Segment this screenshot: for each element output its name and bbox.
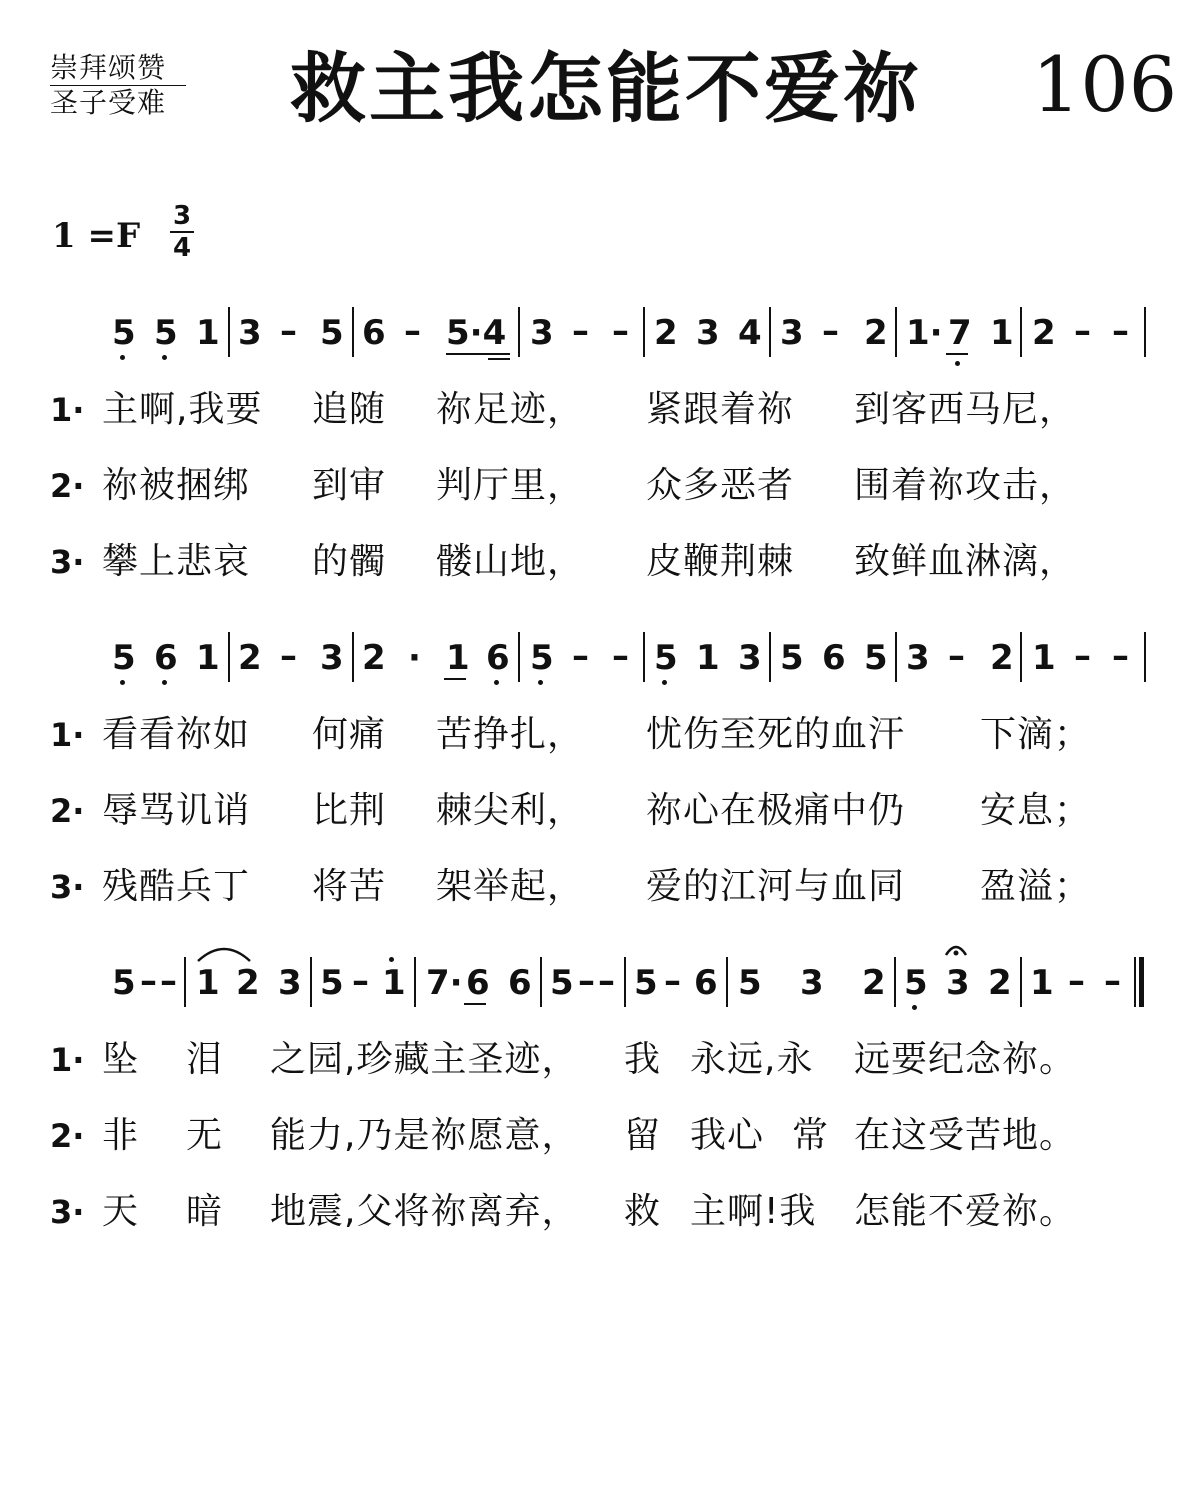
lyric: 众多恶者 (646, 465, 795, 506)
barline (540, 957, 542, 1007)
note: 2 (990, 638, 1014, 678)
lyric: 常 (792, 1115, 830, 1156)
time-signature (170, 202, 194, 262)
note: 3 (738, 638, 762, 678)
lyric: 棘尖利， (436, 790, 585, 831)
note: 5 (112, 313, 136, 353)
note: 5 (864, 638, 888, 678)
notation-line-1 (0, 305, 1200, 375)
note: 2 (864, 313, 888, 353)
barline (643, 632, 645, 682)
note: 1 (196, 638, 220, 678)
note: 3 (906, 638, 930, 678)
dash: – (664, 961, 681, 1001)
note: 5 (550, 963, 574, 1003)
dash: – (160, 961, 177, 1001)
note: 6 (822, 638, 846, 678)
barline (624, 957, 626, 1007)
barline (518, 632, 520, 682)
lyric: 皮鞭荆棘 (646, 541, 795, 582)
barline (1020, 632, 1022, 682)
final-double-barline (1134, 957, 1144, 1007)
note: 3 (780, 313, 804, 353)
lyric: 泪 (186, 1039, 224, 1080)
verse-1-line-3 (50, 1038, 1150, 1082)
lyric: 远要纪念祢。 (854, 1039, 1077, 1080)
note: 3 (320, 638, 344, 678)
lyric: 将苦 (312, 866, 387, 907)
lyric: 爱的江河与血同 (646, 866, 906, 907)
lyric: 看看祢如 (102, 714, 251, 755)
dash: – (140, 961, 157, 1001)
dash: – (404, 311, 421, 351)
lyric: 安息； (980, 790, 1092, 831)
barline (895, 632, 897, 682)
barline (895, 307, 897, 357)
lyric: 永远,永 (690, 1039, 814, 1080)
dash: – (598, 961, 615, 1001)
note: 3 (278, 963, 302, 1003)
dash: – (1074, 311, 1091, 351)
note: 5 (320, 313, 344, 353)
note: 1 (196, 963, 220, 1003)
dash: – (1112, 636, 1129, 676)
verse-number: 3 · (50, 1190, 84, 1234)
lyric: 地震,父将祢离弃， (270, 1191, 579, 1232)
lyric: 我 (624, 1039, 662, 1080)
lyric: 到审 (312, 465, 387, 506)
lyric: 比荆 (312, 790, 387, 831)
lyric: 下滴； (980, 714, 1092, 755)
barline (1020, 307, 1022, 357)
lyric: 辱骂讥诮 (102, 790, 251, 831)
lyric: 能力,乃是祢愿意， (270, 1115, 579, 1156)
dash: – (578, 961, 595, 1001)
lyric: 救 (624, 1191, 662, 1232)
lyric: 到客西马尼， (854, 389, 1077, 430)
dash: – (948, 636, 965, 676)
category-secondary: 圣子受难 (50, 86, 167, 119)
lyric: 髅山地， (436, 541, 585, 582)
barline (769, 632, 771, 682)
lyric: 我心 (690, 1115, 765, 1156)
low-octave-dot (662, 680, 667, 685)
note: 1 (1030, 963, 1054, 1003)
lyric: 何痛 (312, 714, 387, 755)
barline (726, 957, 728, 1007)
note: 4 (738, 313, 762, 353)
barline (769, 307, 771, 357)
high-octave-dot (389, 957, 394, 962)
underline-eighth (464, 1003, 486, 1005)
note: 2 (238, 638, 262, 678)
barline (1020, 957, 1022, 1007)
low-octave-dot (494, 680, 499, 685)
verse-2-line-1 (50, 464, 1150, 508)
low-octave-dot (955, 361, 960, 366)
dash: – (572, 311, 589, 351)
verse-number: 1 · (50, 388, 84, 432)
dash: – (1112, 311, 1129, 351)
note-dotted: 7· (426, 963, 463, 1003)
note: 2 (1032, 313, 1056, 353)
verse-number: 1 · (50, 1038, 84, 1082)
dash: – (572, 636, 589, 676)
note: 1 (382, 963, 406, 1003)
verse-number: 2 · (50, 1114, 84, 1158)
note: 1 (446, 638, 470, 678)
note-group: 5·4 (446, 313, 507, 353)
lyric: 主啊!我 (690, 1191, 817, 1232)
lyric: 苦挣扎， (436, 714, 585, 755)
verse-number: 2 · (50, 789, 84, 833)
note: 1 (696, 638, 720, 678)
note: 5 (904, 963, 928, 1003)
lyric: 坠 (102, 1039, 140, 1080)
barline (1144, 632, 1146, 682)
note: 5 (654, 638, 678, 678)
lyric: 围着祢攻击， (854, 465, 1077, 506)
lyric: 紧跟着祢 (646, 389, 795, 430)
low-octave-dot (162, 355, 167, 360)
note: 5 (530, 638, 554, 678)
note: 5 (154, 313, 178, 353)
lyric: 盈溢； (980, 866, 1092, 907)
lyric: 留 (624, 1115, 662, 1156)
hymn-title: 救主我怎能不爱祢 (290, 44, 922, 133)
verse-number: 1 · (50, 713, 84, 757)
verse-3-line-1 (50, 540, 1150, 584)
low-octave-dot (162, 680, 167, 685)
lyric: 之园,珍藏主圣迹， (270, 1039, 579, 1080)
lyric: 判厅里， (436, 465, 585, 506)
note: 3 (530, 313, 554, 353)
lyric: 攀上悲哀 (102, 541, 251, 582)
barline (228, 307, 230, 357)
note: 5 (320, 963, 344, 1003)
dash: – (822, 311, 839, 351)
lyric: 非 (102, 1115, 140, 1156)
note: 2 (362, 638, 386, 678)
verse-number: 3 · (50, 540, 84, 584)
hymn-number: 106 (1032, 40, 1178, 129)
notation-line-2 (0, 630, 1200, 700)
barline (310, 957, 312, 1007)
note: 2 (654, 313, 678, 353)
fermata-mark (944, 941, 968, 959)
lyric: 致鲜血淋漓， (854, 541, 1077, 582)
underline-sixteenth (488, 358, 510, 360)
note: 5 (738, 963, 762, 1003)
note: 3 (696, 313, 720, 353)
note: 5 (112, 963, 136, 1003)
lyric: 天 (102, 1191, 140, 1232)
slur-mark (196, 943, 252, 963)
note: 3 (800, 963, 824, 1003)
lyric: 怎能不爱祢。 (854, 1191, 1077, 1232)
note: 1 (1032, 638, 1056, 678)
note: 7 (948, 313, 972, 353)
lyric: 暗 (186, 1191, 224, 1232)
dash: – (280, 311, 297, 351)
note: 2 (236, 963, 260, 1003)
verse-2-line-3 (50, 1114, 1150, 1158)
lyric: 追随 (312, 389, 387, 430)
lyric: 架举起， (436, 866, 585, 907)
time-signature-bottom: 4 (172, 233, 192, 263)
low-octave-dot (912, 1005, 917, 1010)
dash: – (1104, 961, 1121, 1001)
barline (352, 632, 354, 682)
note: 6 (694, 963, 718, 1003)
dash: – (1074, 636, 1091, 676)
dash: – (612, 311, 629, 351)
verse-1-line-1 (50, 388, 1150, 432)
barline (518, 307, 520, 357)
verse-2-line-2 (50, 789, 1150, 833)
barline (414, 957, 416, 1007)
lyric: 祢被捆绑 (102, 465, 251, 506)
barline (228, 632, 230, 682)
category-primary: 崇拜颂赞 (50, 51, 167, 84)
lyric: 忧伤至死的血汗 (646, 714, 906, 755)
note: 1 (990, 313, 1014, 353)
low-octave-dot (120, 355, 125, 360)
notation-line-3 (0, 955, 1200, 1025)
note: 2 (862, 963, 886, 1003)
underline-eighth (444, 678, 466, 680)
note: 5 (112, 638, 136, 678)
dash: – (352, 961, 369, 1001)
barline (352, 307, 354, 357)
barline (894, 957, 896, 1007)
lyric: 的髑 (312, 541, 387, 582)
dash: – (612, 636, 629, 676)
barline (184, 957, 186, 1007)
note: 1 (196, 313, 220, 353)
note: 3 (946, 963, 970, 1003)
note: 5 (780, 638, 804, 678)
note: 6 (362, 313, 386, 353)
time-signature-top: 3 (172, 201, 192, 231)
augmentation-dot: · (408, 638, 421, 678)
note-dotted: 1· (906, 313, 943, 353)
dash: – (1068, 961, 1085, 1001)
note: 6 (154, 638, 178, 678)
low-octave-dot (538, 680, 543, 685)
note: 6 (466, 963, 490, 1003)
note: 3 (238, 313, 262, 353)
verse-3-line-2 (50, 865, 1150, 909)
lyric: 祢足迹， (436, 389, 585, 430)
lyric: 无 (186, 1115, 224, 1156)
note: 2 (988, 963, 1012, 1003)
note: 6 (508, 963, 532, 1003)
verse-number: 3 · (50, 865, 84, 909)
note: 5 (634, 963, 658, 1003)
underline-eighth (946, 353, 968, 355)
lyric: 在这受苦地。 (854, 1115, 1077, 1156)
verse-number: 2 · (50, 464, 84, 508)
verse-1-line-2 (50, 713, 1150, 757)
verse-3-line-3 (50, 1190, 1150, 1234)
dash: – (280, 636, 297, 676)
lyric: 祢心在极痛中仍 (646, 790, 906, 831)
key-signature: 1 =F (52, 216, 141, 256)
low-octave-dot (120, 680, 125, 685)
lyric: 残酷兵丁 (102, 866, 251, 907)
hymn-category (50, 52, 186, 119)
barline (1144, 307, 1146, 357)
lyric: 主啊,我要 (102, 389, 263, 430)
note: 6 (486, 638, 510, 678)
underline-eighth (446, 353, 510, 355)
barline (643, 307, 645, 357)
